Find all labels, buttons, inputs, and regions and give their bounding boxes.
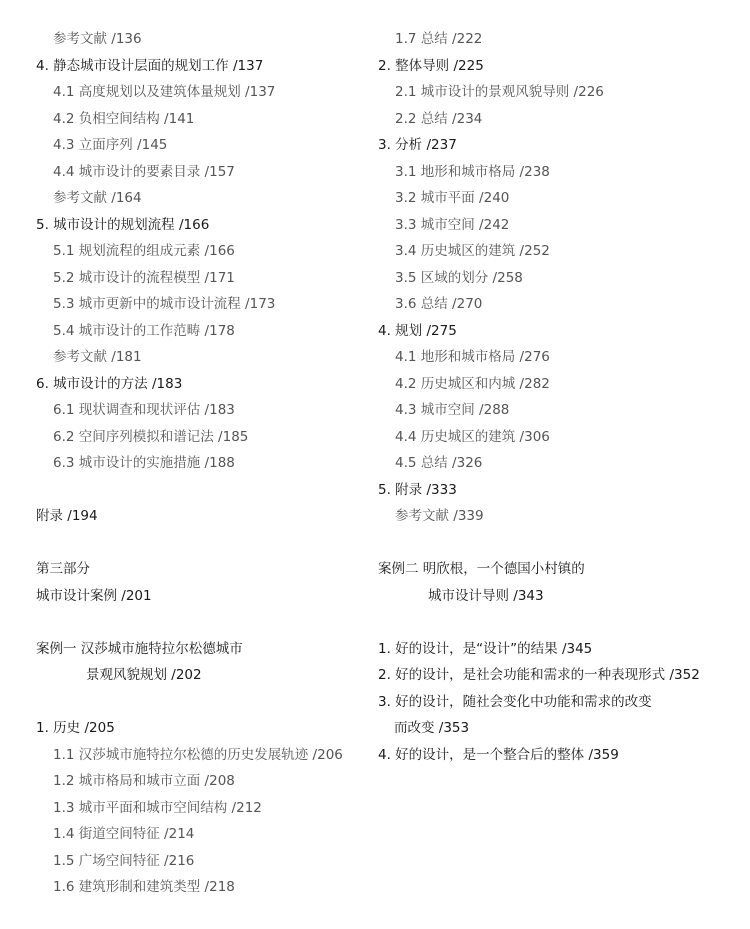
toc-chapter-entry: 1. 历史 /205 xyxy=(36,720,115,736)
toc-section-entry: 1.4 街道空间特征 /214 xyxy=(53,826,195,842)
toc-chapter-entry: 第三部分 xyxy=(36,561,90,577)
toc-section-entry: 1.3 城市平面和城市空间结构 /212 xyxy=(53,799,262,816)
toc-section-entry: 城市设计导则 /343 xyxy=(428,587,544,604)
toc-section-entry: 6.2 空间序列模拟和谱记法 /185 xyxy=(53,428,249,445)
toc-section-entry: 6.3 城市设计的实施措施 /188 xyxy=(53,455,235,471)
toc-section-entry: 3.6 总结 /270 xyxy=(395,296,483,312)
toc-spacer xyxy=(36,609,381,636)
toc-section-entry: 1.6 建筑形制和建筑类型 /218 xyxy=(53,879,235,895)
toc-section-entry: 参考文献 /136 xyxy=(53,31,142,47)
toc-section-entry: 4.3 城市空间 /288 xyxy=(395,402,510,418)
toc-spacer xyxy=(36,477,381,504)
toc-section-entry: 1.5 广场空间特征 /216 xyxy=(53,852,195,869)
toc-spacer xyxy=(378,530,750,557)
toc-section-entry: 5.3 城市更新中的城市设计流程 /173 xyxy=(53,296,276,312)
toc-section-entry: 4.2 负相空间结构 /141 xyxy=(53,110,195,127)
toc-section-entry: 6.1 现状调查和现状评估 /183 xyxy=(53,402,235,418)
toc-chapter-entry: 4. 规划 /275 xyxy=(378,322,457,339)
toc-chapter-entry: 5. 附录 /333 xyxy=(378,481,457,498)
toc-chapter-entry: 1. 好的设计，是“设计”的结果 /345 xyxy=(378,640,593,657)
toc-spacer xyxy=(36,689,381,716)
toc-chapter-entry: 4. 好的设计，是一个整合后的整体 /359 xyxy=(378,746,619,763)
toc-chapter-entry: 案例一 汉莎城市施特拉尔松德城市 xyxy=(36,640,243,657)
toc-section-entry: 4.4 城市设计的要素目录 /157 xyxy=(53,163,235,180)
toc-section-entry: 4.3 立面序列 /145 xyxy=(53,137,168,153)
toc-section-entry: 4.1 高度规划以及建筑体量规划 /137 xyxy=(53,84,276,100)
toc-chapter-entry: 案例二 明欣根，一个德国小村镇的 xyxy=(378,561,585,577)
toc-section-entry: 景观风貌规划 /202 xyxy=(86,667,202,683)
toc-chapter-entry: 2. 整体导则 /225 xyxy=(378,57,484,74)
toc-section-entry: 2.1 城市设计的景观风貌导则 /226 xyxy=(395,84,604,100)
toc-section-entry: 而改变 /353 xyxy=(394,720,470,736)
toc-section-entry: 3.3 城市空间 /242 xyxy=(395,216,510,233)
toc-section-entry: 1.2 城市格局和城市立面 /208 xyxy=(53,773,235,789)
toc-section-entry: 3.5 区域的划分 /258 xyxy=(395,269,523,286)
toc-chapter-entry: 3. 好的设计，随社会变化中功能和需求的改变 xyxy=(378,693,652,710)
toc-section-entry: 1.1 汉莎城市施特拉尔松德的历史发展轨迹 /206 xyxy=(53,746,343,763)
toc-chapter-entry: 6. 城市设计的方法 /183 xyxy=(36,375,183,392)
toc-section-entry: 参考文献 /339 xyxy=(395,508,484,524)
toc-left-column xyxy=(36,26,381,901)
toc-section-entry: 5.4 城市设计的工作范畴 /178 xyxy=(53,322,235,339)
toc-chapter-entry: 2. 好的设计，是社会功能和需求的一种表现形式 /352 xyxy=(378,667,700,683)
toc-section-entry: 3.1 地形和城市格局 /238 xyxy=(395,163,550,180)
toc-section-entry: 4.1 地形和城市格局 /276 xyxy=(395,349,550,365)
toc-spacer xyxy=(36,530,381,557)
toc-section-entry: 3.4 历史城区的建筑 /252 xyxy=(395,243,550,259)
toc-section-entry: 4.2 历史城区和内城 /282 xyxy=(395,375,550,392)
toc-chapter-entry: 城市设计案例 /201 xyxy=(36,587,152,604)
toc-section-entry: 4.4 历史城区的建筑 /306 xyxy=(395,428,550,445)
toc-section-entry: 4.5 总结 /326 xyxy=(395,455,483,471)
toc-section-entry: 5.1 规划流程的组成元素 /166 xyxy=(53,243,235,259)
toc-spacer xyxy=(378,609,750,636)
toc-section-entry: 1.7 总结 /222 xyxy=(395,31,483,47)
toc-chapter-entry: 5. 城市设计的规划流程 /166 xyxy=(36,216,210,233)
toc-chapter-entry: 4. 静态城市设计层面的规划工作 /137 xyxy=(36,57,264,74)
toc-section-entry: 参考文献 /164 xyxy=(53,190,142,206)
toc-section-entry: 参考文献 /181 xyxy=(53,349,142,365)
toc-section-entry: 5.2 城市设计的流程模型 /171 xyxy=(53,269,235,286)
toc-right-column xyxy=(378,26,750,768)
toc-chapter-entry: 附录 /194 xyxy=(36,508,98,524)
toc-section-entry: 2.2 总结 /234 xyxy=(395,110,483,127)
toc-section-entry: 3.2 城市平面 /240 xyxy=(395,190,510,206)
toc-chapter-entry: 3. 分析 /237 xyxy=(378,137,457,153)
